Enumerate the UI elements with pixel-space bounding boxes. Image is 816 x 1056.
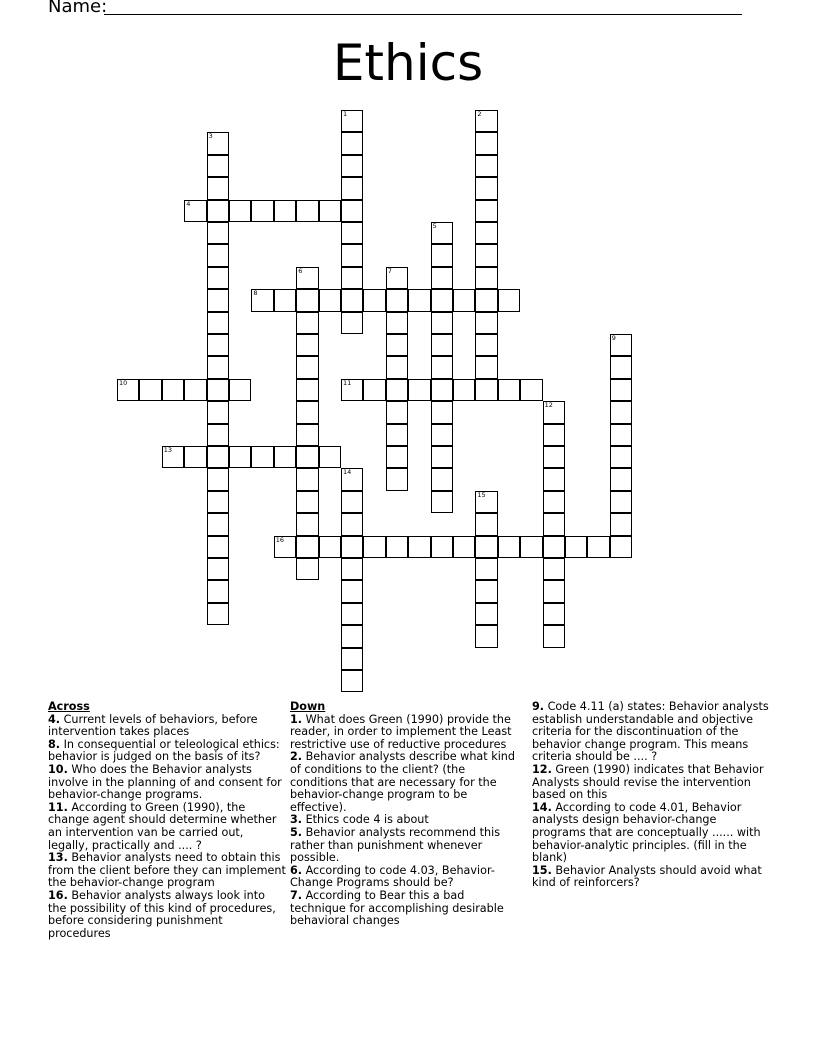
crossword-cell[interactable] [341, 625, 363, 647]
cell-number: 8 [253, 289, 258, 298]
down-clue [532, 701, 770, 764]
crossword-cell[interactable] [341, 110, 363, 132]
crossword-cell[interactable] [498, 536, 520, 558]
crossword-cell[interactable] [162, 446, 184, 468]
crossword-cell[interactable] [207, 513, 229, 535]
crossword-cell[interactable] [341, 200, 363, 222]
down-clue [532, 802, 770, 865]
crossword-cell[interactable] [207, 491, 229, 513]
crossword-cell[interactable] [296, 536, 318, 558]
clue-text: In consequential or teleological ethics: behavior is judged on the basis of its? [48, 737, 280, 764]
crossword-cell[interactable] [386, 536, 408, 558]
cell-number: 4 [186, 199, 191, 208]
crossword-cell[interactable] [341, 132, 363, 154]
crossword-cell[interactable] [610, 424, 632, 446]
crossword-cell[interactable] [319, 289, 341, 311]
clue-text: Current levels of behaviors, before intervention takes places [48, 712, 258, 739]
crossword-cell[interactable] [207, 356, 229, 378]
crossword-cell[interactable] [207, 289, 229, 311]
down-clue [532, 764, 770, 802]
cell-number: 15 [477, 490, 486, 499]
cell-number: 2 [477, 110, 482, 118]
crossword-cell[interactable] [274, 536, 296, 558]
crossword-cell[interactable] [207, 580, 229, 602]
crossword-cell[interactable] [431, 222, 453, 244]
cell-number: 6 [298, 266, 303, 275]
clue-number: 5. [290, 825, 303, 839]
crossword-cell[interactable] [341, 222, 363, 244]
crossword-cell[interactable] [296, 312, 318, 334]
crossword-cell[interactable] [475, 155, 497, 177]
crossword-cell[interactable] [296, 356, 318, 378]
crossword-cell[interactable] [296, 513, 318, 535]
crossword-cell[interactable] [341, 468, 363, 490]
cell-number: 11 [343, 378, 352, 387]
crossword-cell[interactable] [207, 177, 229, 199]
crossword-cell[interactable] [207, 603, 229, 625]
crossword-cell[interactable] [207, 222, 229, 244]
crossword-cell[interactable] [184, 200, 206, 222]
across-clue [48, 852, 286, 890]
crossword-cell[interactable] [543, 424, 565, 446]
crossword-cell[interactable] [274, 289, 296, 311]
crossword-cell[interactable] [341, 648, 363, 670]
across-clues [48, 701, 286, 940]
clue-text: Behavior analysts always look into the possibility of this kind of procedures, before considering punishment procedures [48, 888, 276, 940]
crossword-cell[interactable] [296, 379, 318, 401]
crossword-cell[interactable] [475, 289, 497, 311]
crossword-cell[interactable] [341, 177, 363, 199]
crossword-cell[interactable] [296, 491, 318, 513]
crossword-cell[interactable] [431, 244, 453, 266]
crossword-cell[interactable] [475, 312, 497, 334]
across-clue [48, 739, 286, 764]
crossword-cell[interactable] [251, 200, 273, 222]
crossword-cell[interactable] [319, 536, 341, 558]
clue-text: According to Green (1990), the change agent should determine whether an intervention van be carried out, legally, practically and .... ? [48, 800, 277, 852]
crossword-cell[interactable] [296, 468, 318, 490]
crossword-cell[interactable] [296, 446, 318, 468]
crossword-cell[interactable] [408, 536, 430, 558]
down-clue [532, 865, 770, 890]
crossword-cell[interactable] [408, 289, 430, 311]
crossword-cell[interactable] [431, 446, 453, 468]
crossword-cell[interactable] [475, 110, 497, 132]
across-clue [48, 714, 286, 739]
crossword-cell[interactable] [341, 379, 363, 401]
crossword-cell[interactable] [341, 580, 363, 602]
clue-number: 14. [532, 800, 552, 814]
crossword-cell[interactable] [386, 289, 408, 311]
crossword-cell[interactable] [341, 558, 363, 580]
clue-text: Behavior analysts need to obtain this from the client before they can implement the behavior-change program [48, 851, 286, 890]
clue-number: 8. [48, 737, 61, 751]
clue-text: According to code 4.01, Behavior analysts design behavior-change programs that are conceptually ...... with behavior-analytic principles. (fill in the blank) [532, 800, 761, 865]
crossword-cell[interactable] [363, 536, 385, 558]
crossword-cell[interactable] [475, 334, 497, 356]
crossword-cell[interactable] [520, 536, 542, 558]
crossword-cell[interactable] [475, 177, 497, 199]
crossword-cell[interactable] [296, 334, 318, 356]
crossword-cell[interactable] [207, 200, 229, 222]
crossword-cell[interactable] [453, 536, 475, 558]
clue-number: 11. [48, 800, 68, 814]
crossword-cell[interactable] [251, 446, 273, 468]
crossword-cell[interactable] [543, 513, 565, 535]
crossword-cell[interactable] [453, 289, 475, 311]
crossword-cell[interactable] [475, 132, 497, 154]
crossword-cell[interactable] [386, 334, 408, 356]
cell-number: 13 [163, 446, 173, 454]
cell-number: 7 [387, 266, 392, 275]
crossword-cell[interactable] [431, 468, 453, 490]
clue-number: 9. [532, 700, 545, 713]
crossword-cell[interactable] [475, 356, 497, 378]
down-clue [290, 865, 516, 890]
crossword-cell[interactable] [341, 491, 363, 513]
down-clue [290, 714, 516, 752]
crossword-cell[interactable] [341, 289, 363, 311]
crossword-cell[interactable] [274, 446, 296, 468]
crossword-cell[interactable] [296, 401, 318, 423]
crossword-cell[interactable] [319, 446, 341, 468]
crossword-cell[interactable] [296, 200, 318, 222]
crossword-cell[interactable] [475, 267, 497, 289]
clue-number: 4. [48, 712, 61, 726]
name-label: Name: [48, 0, 108, 17]
cell-number: 16 [275, 535, 285, 544]
crossword-cell[interactable] [475, 625, 497, 647]
crossword-cell[interactable] [319, 200, 341, 222]
crossword-cell[interactable] [543, 580, 565, 602]
across-heading: Across [48, 700, 90, 713]
crossword-cell[interactable] [341, 155, 363, 177]
down-clues [290, 701, 516, 928]
crossword-cell[interactable] [475, 222, 497, 244]
crossword-cell[interactable] [431, 334, 453, 356]
crossword-cell[interactable] [117, 379, 139, 401]
crossword-cell[interactable] [207, 312, 229, 334]
crossword-cell[interactable] [610, 379, 632, 401]
clue-number: 16. [48, 888, 68, 902]
crossword-cell[interactable] [475, 580, 497, 602]
crossword-cell[interactable] [296, 424, 318, 446]
clue-number: 10. [48, 762, 68, 776]
crossword-cell[interactable] [386, 446, 408, 468]
crossword-cell[interactable] [408, 379, 430, 401]
down-clue [290, 890, 516, 928]
crossword-cell[interactable] [162, 379, 184, 401]
crossword-cell[interactable] [475, 558, 497, 580]
crossword-cell[interactable] [543, 401, 565, 423]
crossword-cell[interactable] [498, 289, 520, 311]
crossword-cell[interactable] [610, 536, 632, 558]
crossword-cell[interactable] [453, 379, 475, 401]
crossword-cell[interactable] [139, 379, 161, 401]
crossword-cell[interactable] [431, 379, 453, 401]
crossword-cell[interactable] [184, 446, 206, 468]
crossword-cell[interactable] [431, 356, 453, 378]
crossword-cell[interactable] [341, 603, 363, 625]
crossword-cell[interactable] [341, 536, 363, 558]
clue-number: 3. [290, 813, 303, 827]
clue-number: 1. [290, 712, 303, 726]
crossword-cell[interactable] [341, 670, 363, 692]
clue-number: 7. [290, 888, 303, 902]
across-clue [48, 802, 286, 852]
crossword-cell[interactable] [229, 379, 251, 401]
crossword-cell[interactable] [431, 312, 453, 334]
clue-text: Ethics code 4 is about [302, 813, 429, 827]
clue-text: Behavior analysts describe what kind of conditions to the client? (the conditions that are necessary for the behavior-change program to be effective). [290, 750, 515, 814]
clue-text: Who does the Behavior analysts involve in the planning of and consent for behavior-change programs. [48, 762, 282, 802]
puzzle-title: Ethics [332, 34, 484, 92]
crossword-cell[interactable] [543, 446, 565, 468]
clue-text: Behavior Analysts should avoid what kind of reinforcers? [532, 863, 762, 890]
crossword-cell[interactable] [431, 289, 453, 311]
crossword-cell[interactable] [363, 379, 385, 401]
down-clue [290, 827, 516, 865]
crossword-cell[interactable] [207, 334, 229, 356]
crossword-cell[interactable] [610, 401, 632, 423]
crossword-cell[interactable] [386, 468, 408, 490]
crossword-cell[interactable] [610, 491, 632, 513]
crossword-cell[interactable] [431, 491, 453, 513]
crossword-cell[interactable] [229, 446, 251, 468]
crossword-cell[interactable] [251, 289, 273, 311]
clue-number: 15. [532, 863, 552, 877]
clue-text: According to Bear this a bad technique for accomplishing desirable behavioral changes [290, 888, 504, 928]
crossword-cell[interactable] [207, 424, 229, 446]
crossword-cell[interactable] [386, 267, 408, 289]
across-clue [48, 890, 286, 940]
clue-number: 2. [290, 750, 303, 764]
crossword-cell[interactable] [475, 536, 497, 558]
crossword-cell[interactable] [341, 267, 363, 289]
crossword-cell[interactable] [565, 536, 587, 558]
clue-number: 13. [48, 851, 68, 865]
down-heading: Down [290, 700, 326, 713]
crossword-cell[interactable] [386, 401, 408, 423]
crossword-cell[interactable] [207, 558, 229, 580]
cell-number: 12 [544, 401, 553, 410]
crossword-cell[interactable] [475, 244, 497, 266]
clue-number: 6. [290, 863, 303, 877]
crossword-cell[interactable] [207, 379, 229, 401]
crossword-cell[interactable] [229, 200, 251, 222]
crossword-cell[interactable] [207, 468, 229, 490]
crossword-cell[interactable] [543, 536, 565, 558]
crossword-cell[interactable] [386, 312, 408, 334]
across-clue [48, 764, 286, 802]
crossword-cell[interactable] [363, 289, 385, 311]
clue-text: According to code 4.03, Behavior-Change Programs should be? [290, 863, 495, 890]
cell-number: 1 [343, 110, 348, 118]
crossword-cell[interactable] [207, 267, 229, 289]
crossword-cell[interactable] [296, 289, 318, 311]
crossword-cell[interactable] [475, 513, 497, 535]
crossword-cell[interactable] [475, 379, 497, 401]
crossword-cell[interactable] [207, 244, 229, 266]
crossword-cell[interactable] [341, 312, 363, 334]
crossword-cell[interactable] [386, 424, 408, 446]
crossword-cell[interactable] [520, 379, 542, 401]
crossword-cell[interactable] [431, 424, 453, 446]
crossword-cell[interactable] [386, 356, 408, 378]
crossword-cell[interactable] [207, 155, 229, 177]
crossword-cell[interactable] [610, 446, 632, 468]
cell-number: 3 [208, 132, 213, 141]
crossword-cell[interactable] [610, 513, 632, 535]
crossword-cell[interactable] [498, 379, 520, 401]
crossword-cell[interactable] [207, 446, 229, 468]
clue-number: 12. [532, 762, 552, 776]
crossword-cell[interactable] [610, 468, 632, 490]
down-clues-continued [532, 701, 770, 890]
crossword-cell[interactable] [296, 558, 318, 580]
crossword-cell[interactable] [543, 603, 565, 625]
crossword-cell[interactable] [475, 200, 497, 222]
clue-text: What does Green (1990) provide the reader, in order to implement the Least restrictive use of reductive procedures [290, 712, 512, 751]
crossword-cell[interactable] [207, 536, 229, 558]
crossword-cell[interactable] [386, 379, 408, 401]
crossword-cell[interactable] [431, 536, 453, 558]
crossword-cell[interactable] [543, 558, 565, 580]
cell-number: 5 [432, 222, 437, 230]
crossword-cell[interactable] [587, 536, 609, 558]
crossword-cell[interactable] [207, 132, 229, 154]
crossword-cell[interactable] [207, 401, 229, 423]
crossword-cell[interactable] [341, 244, 363, 266]
down-clue [290, 751, 516, 814]
crossword-cell[interactable] [341, 513, 363, 535]
crossword-cell[interactable] [543, 625, 565, 647]
crossword-cell[interactable] [610, 334, 632, 356]
crossword-cell[interactable] [475, 491, 497, 513]
crossword-cell[interactable] [475, 603, 497, 625]
crossword-cell[interactable] [610, 356, 632, 378]
crossword-cell[interactable] [431, 401, 453, 423]
crossword-cell[interactable] [184, 379, 206, 401]
crossword-cell[interactable] [431, 267, 453, 289]
clue-text: Behavior analysts recommend this rather than punishment whenever possible. [290, 825, 501, 865]
crossword-cell[interactable] [296, 267, 318, 289]
clue-text: Green (1990) indicates that Behavior Analysts should revise the intervention based on this [532, 762, 764, 802]
cell-number: 10 [119, 378, 128, 387]
crossword-cell[interactable] [543, 468, 565, 490]
cell-number: 14 [343, 468, 352, 477]
cell-number: 9 [611, 334, 616, 342]
crossword-cell[interactable] [274, 200, 296, 222]
clue-text: Code 4.11 (a) states: Behavior analysts establish understandable and objective criteria for the discontinuation of the behavior change program. This means criteria should be .... ? [532, 700, 769, 764]
crossword-cell[interactable] [543, 491, 565, 513]
